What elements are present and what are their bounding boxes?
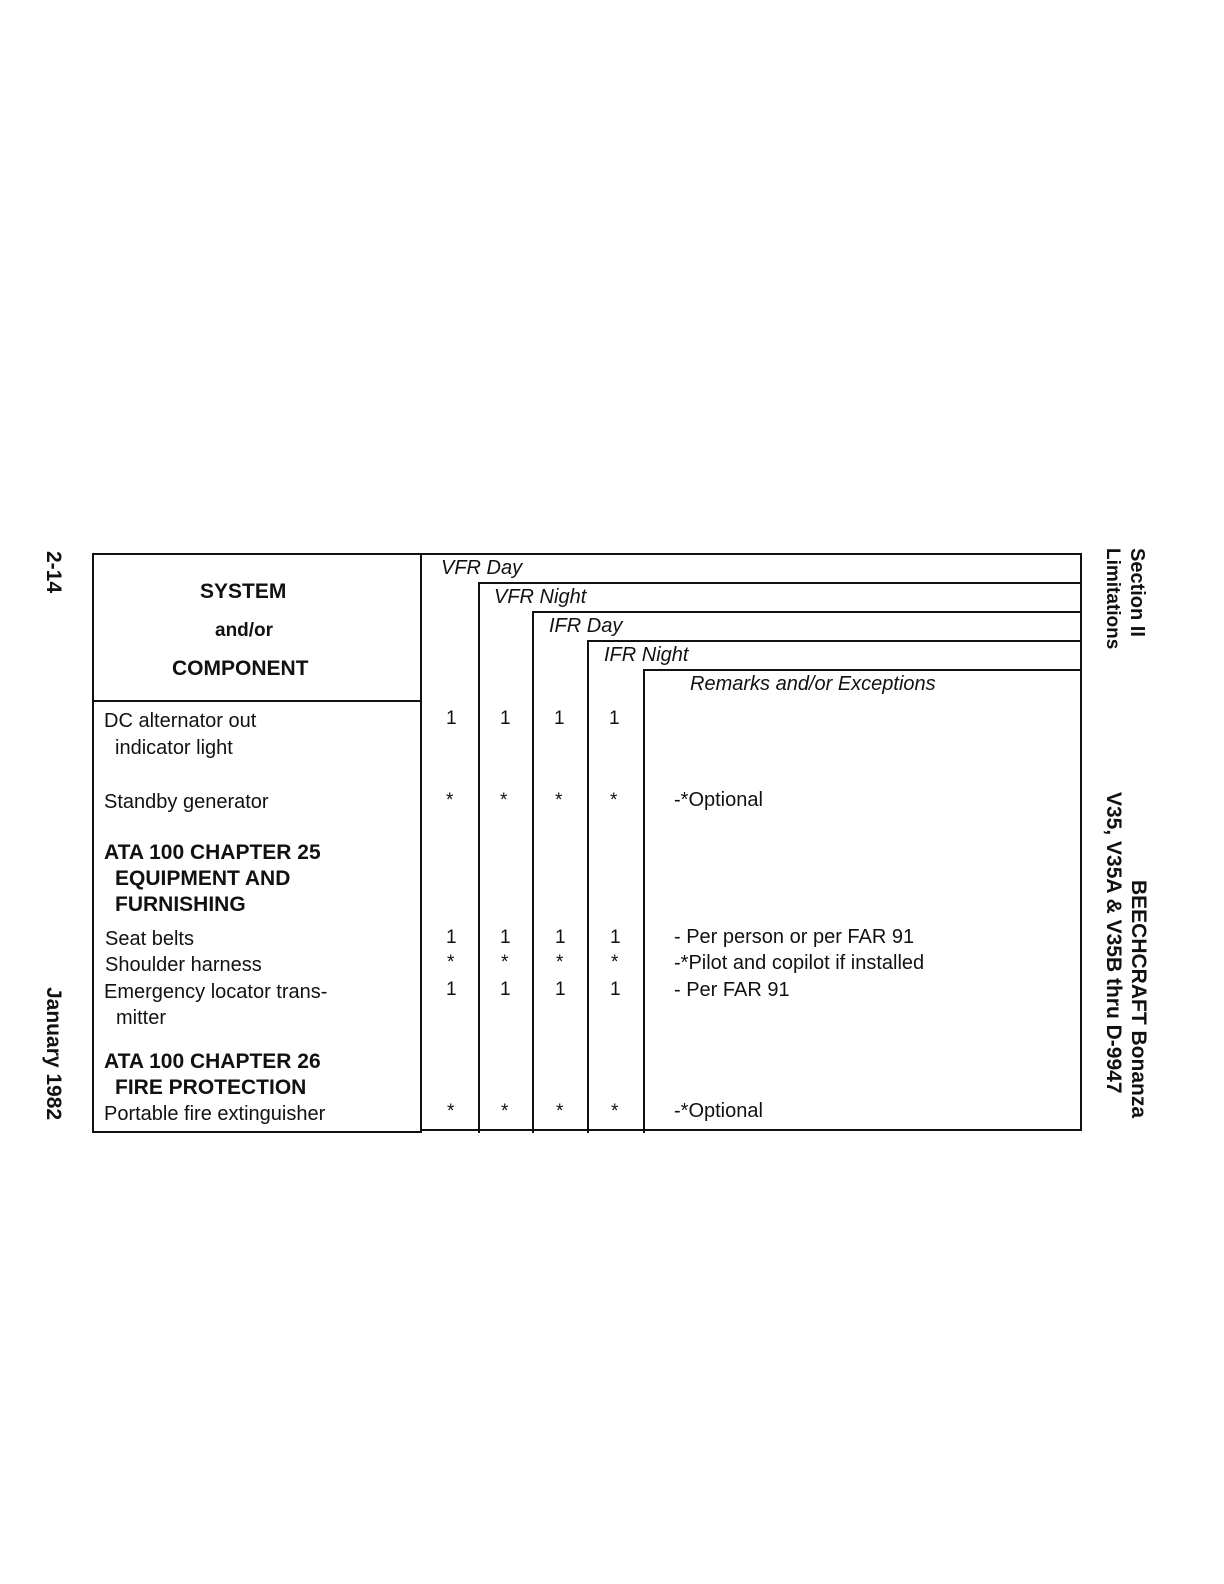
header-vfr-day: VFR Day (441, 557, 523, 579)
vfr-day-value: 1 (446, 708, 457, 729)
ifr-day-column-line (532, 611, 534, 1133)
ifr-day-value: 1 (555, 979, 566, 1000)
item-label: Seat belts (105, 928, 194, 950)
remarks-text: -*Pilot and copilot if installed (674, 952, 925, 974)
ifr-day-value: * (555, 790, 563, 811)
vfr-night-header-line (478, 582, 1082, 584)
ifr-night-value: * (611, 1101, 619, 1122)
item-label: Standby generator (104, 791, 269, 813)
item-label: Portable fire extinguisher (104, 1103, 326, 1125)
vfr-day-value: * (447, 952, 455, 973)
remarks-text: - Per FAR 91 (674, 979, 790, 1001)
header-vfr-night: VFR Night (494, 586, 587, 608)
section-title: Limitations (1102, 548, 1123, 650)
ifr-night-header-line (587, 640, 1082, 642)
vfr-night-value: * (501, 1101, 509, 1122)
ifr-night-value: 1 (610, 927, 621, 948)
system-header-divider (92, 700, 422, 702)
remarks-text: - Per person or per FAR 91 (674, 926, 915, 948)
ifr-day-value: 1 (555, 927, 566, 948)
vfr-day-value: * (446, 790, 454, 811)
item-label: DC alternator out (104, 710, 257, 732)
header-ifr-day: IFR Day (549, 615, 623, 637)
table-top-border (92, 553, 1082, 555)
ifr-day-value: * (556, 952, 564, 973)
remarks-column-line (643, 669, 645, 1133)
vfr-night-column-line (478, 582, 480, 1133)
vfr-day-value: 1 (446, 927, 457, 948)
chapter-subtitle: EQUIPMENT AND (115, 867, 291, 890)
item-label-continued: mitter (116, 1007, 166, 1029)
vfr-night-value: * (501, 952, 509, 973)
section-label: Section II (1126, 548, 1148, 637)
header-ifr-night: IFR Night (604, 644, 689, 666)
remarks-text: -*Optional (674, 789, 763, 811)
system-column-divider (420, 553, 422, 1133)
remarks-bottom-border (422, 1129, 1082, 1131)
vfr-day-value: * (447, 1101, 455, 1122)
page-number: 2-14 (42, 551, 65, 594)
vfr-night-value: * (500, 790, 508, 811)
vfr-night-value: 1 (500, 979, 511, 1000)
ifr-night-value: 1 (610, 979, 621, 1000)
ifr-day-value: * (556, 1101, 564, 1122)
item-label-continued: indicator light (115, 737, 233, 759)
ifr-day-header-line (532, 611, 1082, 613)
ifr-night-value: * (611, 952, 619, 973)
chapter-title: ATA 100 CHAPTER 26 (104, 1050, 321, 1073)
table-bottom-border (92, 1131, 422, 1133)
item-label: Emergency locator trans- (104, 981, 328, 1003)
header-and-or: and/or (215, 620, 274, 641)
chapter-title: ATA 100 CHAPTER 25 (104, 841, 321, 864)
aircraft-name: BEECHCRAFT Bonanza (1127, 880, 1150, 1119)
remarks-header-line (643, 669, 1082, 671)
vfr-day-value: 1 (446, 979, 457, 1000)
item-label: Shoulder harness (105, 954, 262, 976)
chapter-subtitle: FIRE PROTECTION (115, 1076, 307, 1099)
ifr-night-value: * (610, 790, 618, 811)
remarks-text: -*Optional (674, 1100, 763, 1122)
vfr-night-value: 1 (500, 927, 511, 948)
header-system: SYSTEM (200, 580, 287, 603)
ifr-day-value: 1 (554, 708, 565, 729)
header-remarks: Remarks and/or Exceptions (690, 673, 936, 695)
table-left-border (92, 553, 94, 1133)
vfr-night-value: 1 (500, 708, 511, 729)
publication-date: January 1982 (42, 987, 65, 1121)
ifr-night-column-line (587, 640, 589, 1133)
chapter-subtitle-continued: FURNISHING (115, 893, 246, 916)
header-component: COMPONENT (172, 657, 309, 680)
aircraft-models: V35, V35A & V35B thru D-9947 (1102, 792, 1125, 1094)
ifr-night-value: 1 (609, 708, 620, 729)
